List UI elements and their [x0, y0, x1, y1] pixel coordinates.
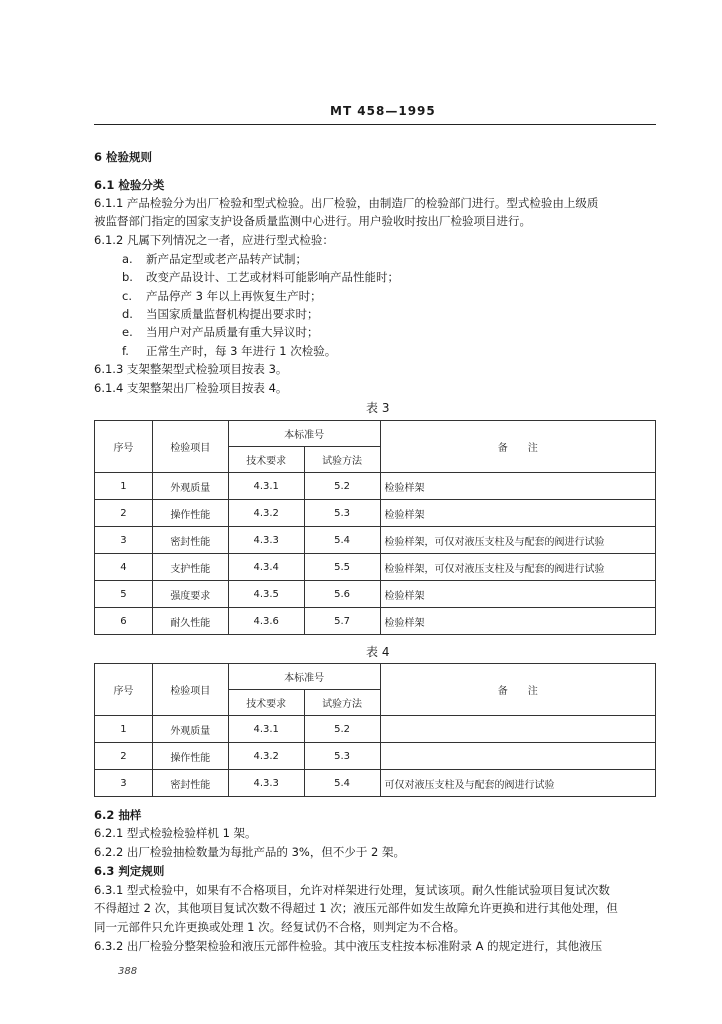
- cell-item: 外观质量: [152, 473, 228, 500]
- table-header-row: [95, 421, 656, 447]
- list-item-mark: c.: [122, 289, 132, 303]
- clause-6-2-1: 6.2.1 型式检验检验样机 1 架。: [94, 826, 257, 840]
- cell-method: 5.4: [304, 527, 380, 554]
- header-rule: [94, 124, 656, 125]
- cell-no: 6: [95, 608, 153, 635]
- cell-requirement: 4.3.6: [228, 608, 304, 635]
- table-3-caption: 表 3: [366, 401, 390, 415]
- cell-method: 5.7: [304, 608, 380, 635]
- cell-method: 5.6: [304, 581, 380, 608]
- cell-note: 检验样架: [380, 500, 656, 527]
- cell-method: 5.5: [304, 554, 380, 581]
- cell-item: 操作性能: [152, 500, 228, 527]
- list-item: 产品停产 3 年以上再恢复生产时；: [146, 289, 322, 303]
- clause-6-1-1-line2: 被监督部门指定的国家支护设备质量监测中心进行。用户验收时按出厂检验项目进行。: [94, 214, 531, 228]
- header-method: 试验方法: [304, 690, 380, 716]
- table-4-caption: 表 4: [366, 645, 390, 659]
- header-method: 试验方法: [304, 447, 380, 473]
- clause-6-1-2: 6.1.2 凡属下列情况之一者，应进行型式检验：: [94, 233, 334, 247]
- section-6-title: 6 检验规则: [94, 150, 153, 164]
- cell-note: 检验样架: [380, 473, 656, 500]
- list-item: 当用户对产品质量有重大异议时；: [146, 325, 319, 339]
- header-standard: 本标准号: [228, 664, 380, 690]
- cell-requirement: 4.3.5: [228, 581, 304, 608]
- cell-item: 强度要求: [152, 581, 228, 608]
- list-item-mark: b.: [122, 270, 133, 284]
- cell-note: [380, 743, 656, 770]
- table-row: [95, 743, 656, 770]
- cell-no: 3: [95, 770, 153, 797]
- cell-method: 5.2: [304, 473, 380, 500]
- cell-note: 检验样架，可仅对液压支柱及与配套的阀进行试验: [380, 527, 656, 554]
- header-note: 备 注: [380, 421, 656, 473]
- clause-6-1-4: 6.1.4 支架整架出厂检验项目按表 4。: [94, 381, 288, 395]
- cell-note: 检验样架: [380, 608, 656, 635]
- cell-no: 1: [95, 473, 153, 500]
- cell-no: 5: [95, 581, 153, 608]
- cell-requirement: 4.3.3: [228, 770, 304, 797]
- section-6-3-title: 6.3 判定规则: [94, 864, 165, 878]
- standard-number: MT 458—1995: [330, 104, 436, 118]
- clause-6-1-1-line1: 6.1.1 产品检验分为出厂检验和型式检验。出厂检验，由制造厂的检验部门进行。型式检验由上级质: [94, 196, 599, 210]
- list-item-mark: d.: [122, 307, 133, 321]
- table-row: [95, 716, 656, 743]
- clause-6-2-2: 6.2.2 出厂检验抽检数量为每批产品的 3%，但不少于 2 架。: [94, 845, 405, 859]
- clause-6-3-2-line1: 6.3.2 出厂检验分整架检验和液压元部件检验。其中液压支柱按本标准附录 A 的规定进行，其他液压: [94, 939, 603, 953]
- cell-item: 外观质量: [152, 716, 228, 743]
- list-item: 正常生产时，每 3 年进行 1 次检验。: [146, 344, 337, 358]
- cell-no: 3: [95, 527, 153, 554]
- header-requirement: 技术要求: [228, 447, 304, 473]
- section-6-1-title: 6.1 检验分类: [94, 178, 165, 192]
- header-item: 检验项目: [152, 421, 228, 473]
- cell-requirement: 4.3.1: [228, 473, 304, 500]
- table-row: [95, 581, 656, 608]
- list-item: 当国家质量监督机构提出要求时；: [146, 307, 319, 321]
- cell-item: 操作性能: [152, 743, 228, 770]
- cell-requirement: 4.3.2: [228, 743, 304, 770]
- cell-method: 5.3: [304, 500, 380, 527]
- table-row: [95, 554, 656, 581]
- table-4: [94, 663, 656, 797]
- cell-note: 检验样架，可仅对液压支柱及与配套的阀进行试验: [380, 554, 656, 581]
- clause-6-3-1-line3: 同一元部件只允许更换或处理 1 次。经复试仍不合格，则判定为不合格。: [94, 920, 466, 934]
- table-3: [94, 420, 656, 635]
- cell-note: [380, 716, 656, 743]
- cell-no: 1: [95, 716, 153, 743]
- cell-requirement: 4.3.1: [228, 716, 304, 743]
- cell-note: 可仅对液压支柱及与配套的阀进行试验: [380, 770, 656, 797]
- table-row: [95, 473, 656, 500]
- header-note: 备 注: [380, 664, 656, 716]
- clause-6-1-3: 6.1.3 支架整架型式检验项目按表 3。: [94, 362, 288, 376]
- page-number: 388: [118, 966, 138, 977]
- clause-6-3-1-line1: 6.3.1 型式检验中，如果有不合格项目，允许对样架进行处理，复试该项。耐久性能试验项目复试次数: [94, 883, 610, 897]
- cell-method: 5.2: [304, 716, 380, 743]
- header-standard: 本标准号: [228, 421, 380, 447]
- cell-method: 5.4: [304, 770, 380, 797]
- list-item-mark: f.: [122, 344, 129, 358]
- table-row: [95, 608, 656, 635]
- cell-note: 检验样架: [380, 581, 656, 608]
- header-no: 序号: [95, 421, 153, 473]
- cell-no: 2: [95, 500, 153, 527]
- section-6-2-title: 6.2 抽样: [94, 808, 142, 822]
- cell-method: 5.3: [304, 743, 380, 770]
- cell-requirement: 4.3.2: [228, 500, 304, 527]
- table-row: [95, 770, 656, 797]
- cell-item: 耐久性能: [152, 608, 228, 635]
- cell-no: 4: [95, 554, 153, 581]
- list-item-mark: e.: [122, 325, 133, 339]
- clause-6-3-1-line2: 不得超过 2 次，其他项目复试次数不得超过 1 次；液压元部件如发生故障允许更换和进行其他处理，但: [94, 901, 618, 915]
- table-row: [95, 500, 656, 527]
- header-requirement: 技术要求: [228, 690, 304, 716]
- table-header-row: [95, 664, 656, 690]
- cell-no: 2: [95, 743, 153, 770]
- list-item-mark: a.: [122, 252, 133, 266]
- cell-item: 密封性能: [152, 770, 228, 797]
- cell-item: 密封性能: [152, 527, 228, 554]
- header-no: 序号: [95, 664, 153, 716]
- cell-requirement: 4.3.3: [228, 527, 304, 554]
- table-row: [95, 527, 656, 554]
- header-item: 检验项目: [152, 664, 228, 716]
- list-item: 改变产品设计、工艺或材料可能影响产品性能时；: [146, 270, 399, 284]
- list-item: 新产品定型或老产品转产试制；: [146, 252, 307, 266]
- cell-item: 支护性能: [152, 554, 228, 581]
- cell-requirement: 4.3.4: [228, 554, 304, 581]
